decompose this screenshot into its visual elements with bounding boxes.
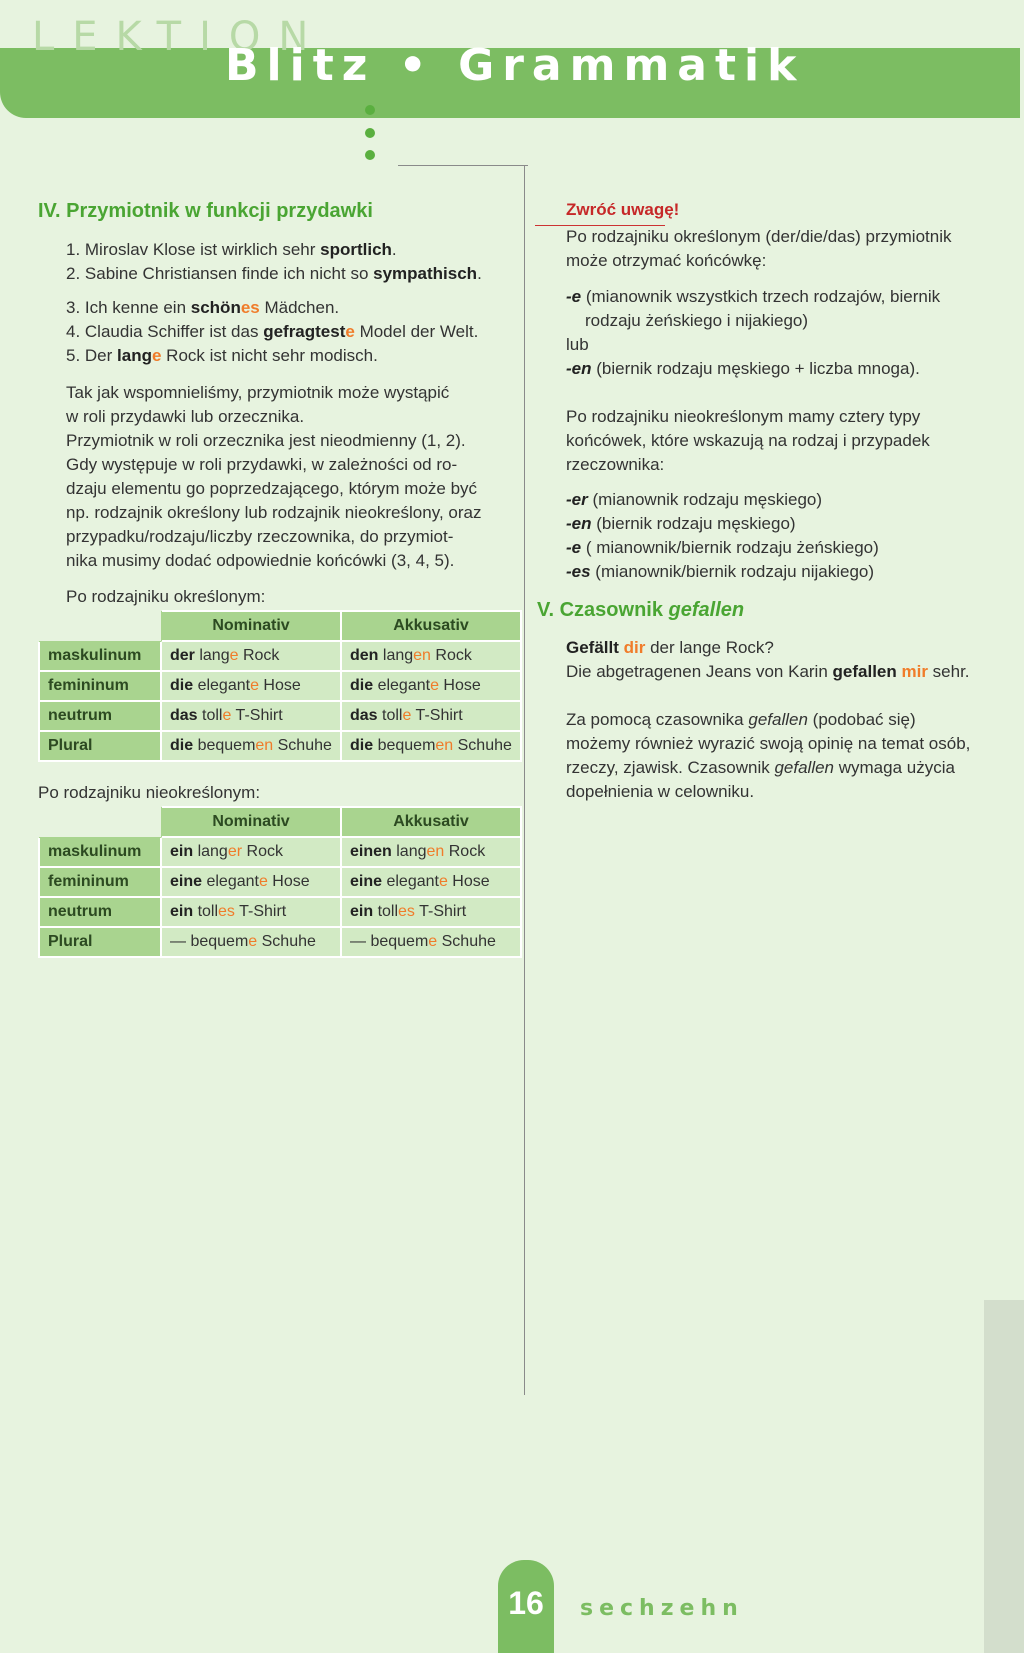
example-2: 2. Sabine Christiansen finde ich nicht so sympathisch. (66, 264, 482, 283)
indefinite-article-label: Po rodzajniku nieokreślonym: (38, 783, 261, 802)
section-4-title: IV. Przymiotnik w funkcji przydawki (38, 200, 373, 222)
definite-article-label: Po rodzajniku określonym: (66, 587, 266, 606)
section-5-title: V. Czasownik gefallen (537, 599, 745, 621)
list-item: -er (mianownik rodzaju męskiego) (566, 490, 823, 509)
notice-intro: Po rodzajniku określonym (der/die/das) przymiotnik może otrzymać końcówkę: (566, 227, 952, 270)
col-header-akkusativ: Akkusativ (341, 807, 521, 837)
table-row: femininum die elegante Hose die elegante Hose (39, 671, 521, 701)
table-row: Plural — bequeme Schuhe — bequeme Schuhe (39, 927, 521, 957)
divider (398, 165, 528, 166)
example-4: 4. Claudia Schiffer ist das gefragteste Model der Welt. (66, 322, 479, 341)
col-header-nominativ: Nominativ (161, 807, 341, 837)
list-item: -es (mianownik/biernik rodzaju nijakiego) (566, 562, 875, 581)
table-row: neutrum das tolle T-Shirt das tolle T-Shirt (39, 701, 521, 731)
gefallen-description: Za pomocą czasownika gefallen (podobać się) możemy również wyrazić swoją opinię na temat osób, rzeczy, zjawisk. Czasownik gefallen wymaga użycia dopełnienia w celowniku. (566, 710, 971, 801)
lektion-label: LEKTION (32, 14, 327, 60)
table-row: neutrum ein tolles T-Shirt ein tolles T-Shirt (39, 897, 521, 927)
decor-dot (365, 128, 375, 138)
explanation-paragraph: Tak jak wspomnieliśmy, przymiotnik może wystąpić w roli przydawki lub orzecznika. Przymiotnik w roli orzecznika jest nieodmienny (1, 2). Gdy występuje w roli przydawki, w zależności od ro- dzaju elementu go poprzedzającego, którym może być np. rodzajnik określony lub rodzajnik nieokreślony, oraz przypadku/rodzaju/liczby rzeczownika, do przymiot- nika musimy dodać odpowiednie końcówki (3, 4, 5). (66, 383, 482, 570)
notice-indefinite-endings (566, 488, 1006, 584)
notice-definite-endings: -e (mianownik wszystkich trzech rodzajów, biernik rodzaju żeńskiego i nijakiego) lub -en (biernik rodzaju męskiego + liczba mnoga). (566, 287, 941, 378)
page-number-word: sechzehn (580, 1596, 744, 1621)
examples-list (66, 238, 526, 368)
example-3: 3. Ich kenne ein schönes Mädchen. (66, 298, 340, 317)
page-title: Blitz • Grammatik (225, 40, 805, 91)
notice-title: Zwróć uwagę! (566, 200, 680, 219)
table-row: Plural die bequemen Schuhe die bequemen Schuhe (39, 731, 521, 761)
list-item: -en (biernik rodzaju męskiego) (566, 514, 796, 533)
indefinite-article-table (38, 806, 522, 958)
notice-indefinite-intro: Po rodzajniku nieokreślonym mamy cztery typy końcówek, które wskazują na rodzaj i przypadek rzeczownika: (566, 407, 930, 474)
decor-dot (365, 150, 375, 160)
page-number: 16 (508, 1585, 544, 1621)
page-edge-shadow (984, 1300, 1024, 1653)
table-row: maskulinum der lange Rock den langen Rock (39, 641, 521, 671)
example-1: 1. Miroslav Klose ist wirklich sehr sportlich. (66, 240, 397, 259)
table-row: femininum eine elegante Hose eine elegante Hose (39, 867, 521, 897)
table-row: maskulinum ein langer Rock einen langen Rock (39, 837, 521, 867)
gefallen-examples: Gefällt dir der lange Rock? Die abgetragenen Jeans von Karin gefallen mir sehr. (566, 638, 970, 681)
list-item: -e ( mianownik/biernik rodzaju żeńskiego) (566, 538, 879, 557)
col-header-nominativ: Nominativ (161, 611, 341, 641)
example-5: 5. Der lange Rock ist nicht sehr modisch. (66, 346, 378, 365)
col-header-akkusativ: Akkusativ (341, 611, 521, 641)
definite-article-table (38, 610, 522, 762)
decor-dot (365, 105, 375, 115)
